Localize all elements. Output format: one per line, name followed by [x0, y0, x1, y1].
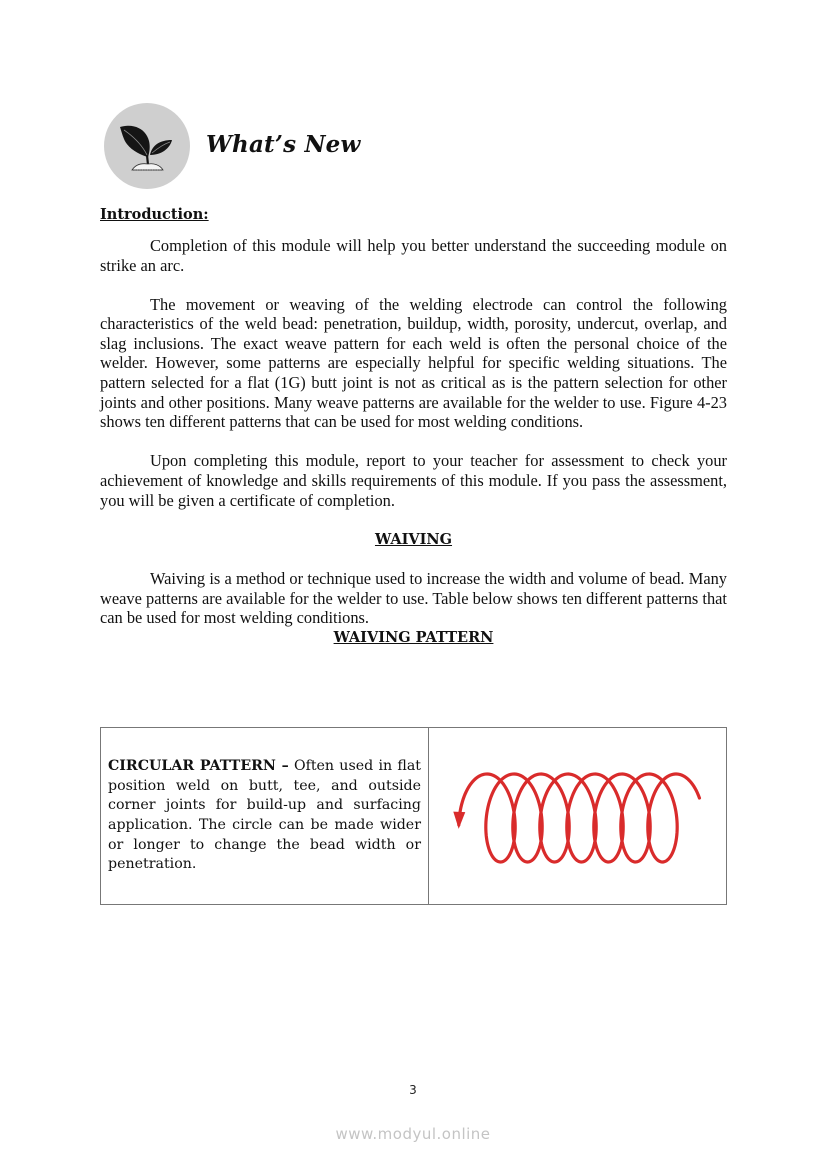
- waiving-paragraph: Waiving is a method or technique used to increase the width and volume of bead. Many weave patterns are available for the welder to use. Table below shows ten different patterns that can be used for most welding conditions.: [100, 569, 727, 628]
- pattern-description-cell: [101, 728, 429, 905]
- pattern-description: [108, 757, 421, 875]
- seedling-icon: [104, 103, 190, 189]
- section-title: What’s New: [206, 130, 361, 158]
- pattern-description-text: Often used in flat position weld on butt, tee, and outside corner joints for build-up and surfacing application. The circle can be made wider or longer to change the bead width or penetration.: [108, 757, 422, 873]
- waiving-heading: WAIVING: [374, 530, 453, 548]
- waiving-pattern-heading: WAIVING PATTERN: [333, 628, 494, 646]
- watermark: www.modyul.online: [335, 1125, 491, 1143]
- introduction-paragraph-1: Completion of this module will help you better understand the succeeding module on strike an arc.: [100, 236, 727, 275]
- table-row: [101, 728, 727, 905]
- weave-path: [458, 774, 699, 862]
- pattern-title: CIRCULAR PATTERN –: [108, 757, 289, 774]
- circular-weave-pattern-figure: [448, 754, 708, 874]
- page-number: 3: [409, 1083, 417, 1097]
- arrow-head-icon: [453, 812, 465, 829]
- introduction-heading: Introduction:: [100, 206, 209, 223]
- introduction-paragraph-2: The movement or weaving of the welding electrode can control the following characteristics of the weld bead: penetration, buildup, width, porosity, undercut, overlap, and slag inclusions. The exact weave pattern for each weld is often the personal choice of the welder. However, some patterns are especially helpful for specific welding situations. The pattern selected for a flat (1G) butt joint is not as critical as is the pattern selection for other joints and other positions. Many weave patterns are available for the welder to use. Figure 4-23 shows ten different patterns that can be used for most welding conditions.: [100, 294, 727, 432]
- waiving-pattern-table: [100, 727, 727, 905]
- introduction-paragraph-3: Upon completing this module, report to your teacher for assessment to check your achievement of knowledge and skills requirements of this module. If you pass the assessment, you will be given a certificate of completion.: [100, 451, 727, 510]
- main-content: [100, 206, 727, 648]
- pattern-figure-cell: [429, 728, 727, 905]
- section-header: [104, 103, 361, 189]
- seedling-icon-graphic: [116, 115, 178, 177]
